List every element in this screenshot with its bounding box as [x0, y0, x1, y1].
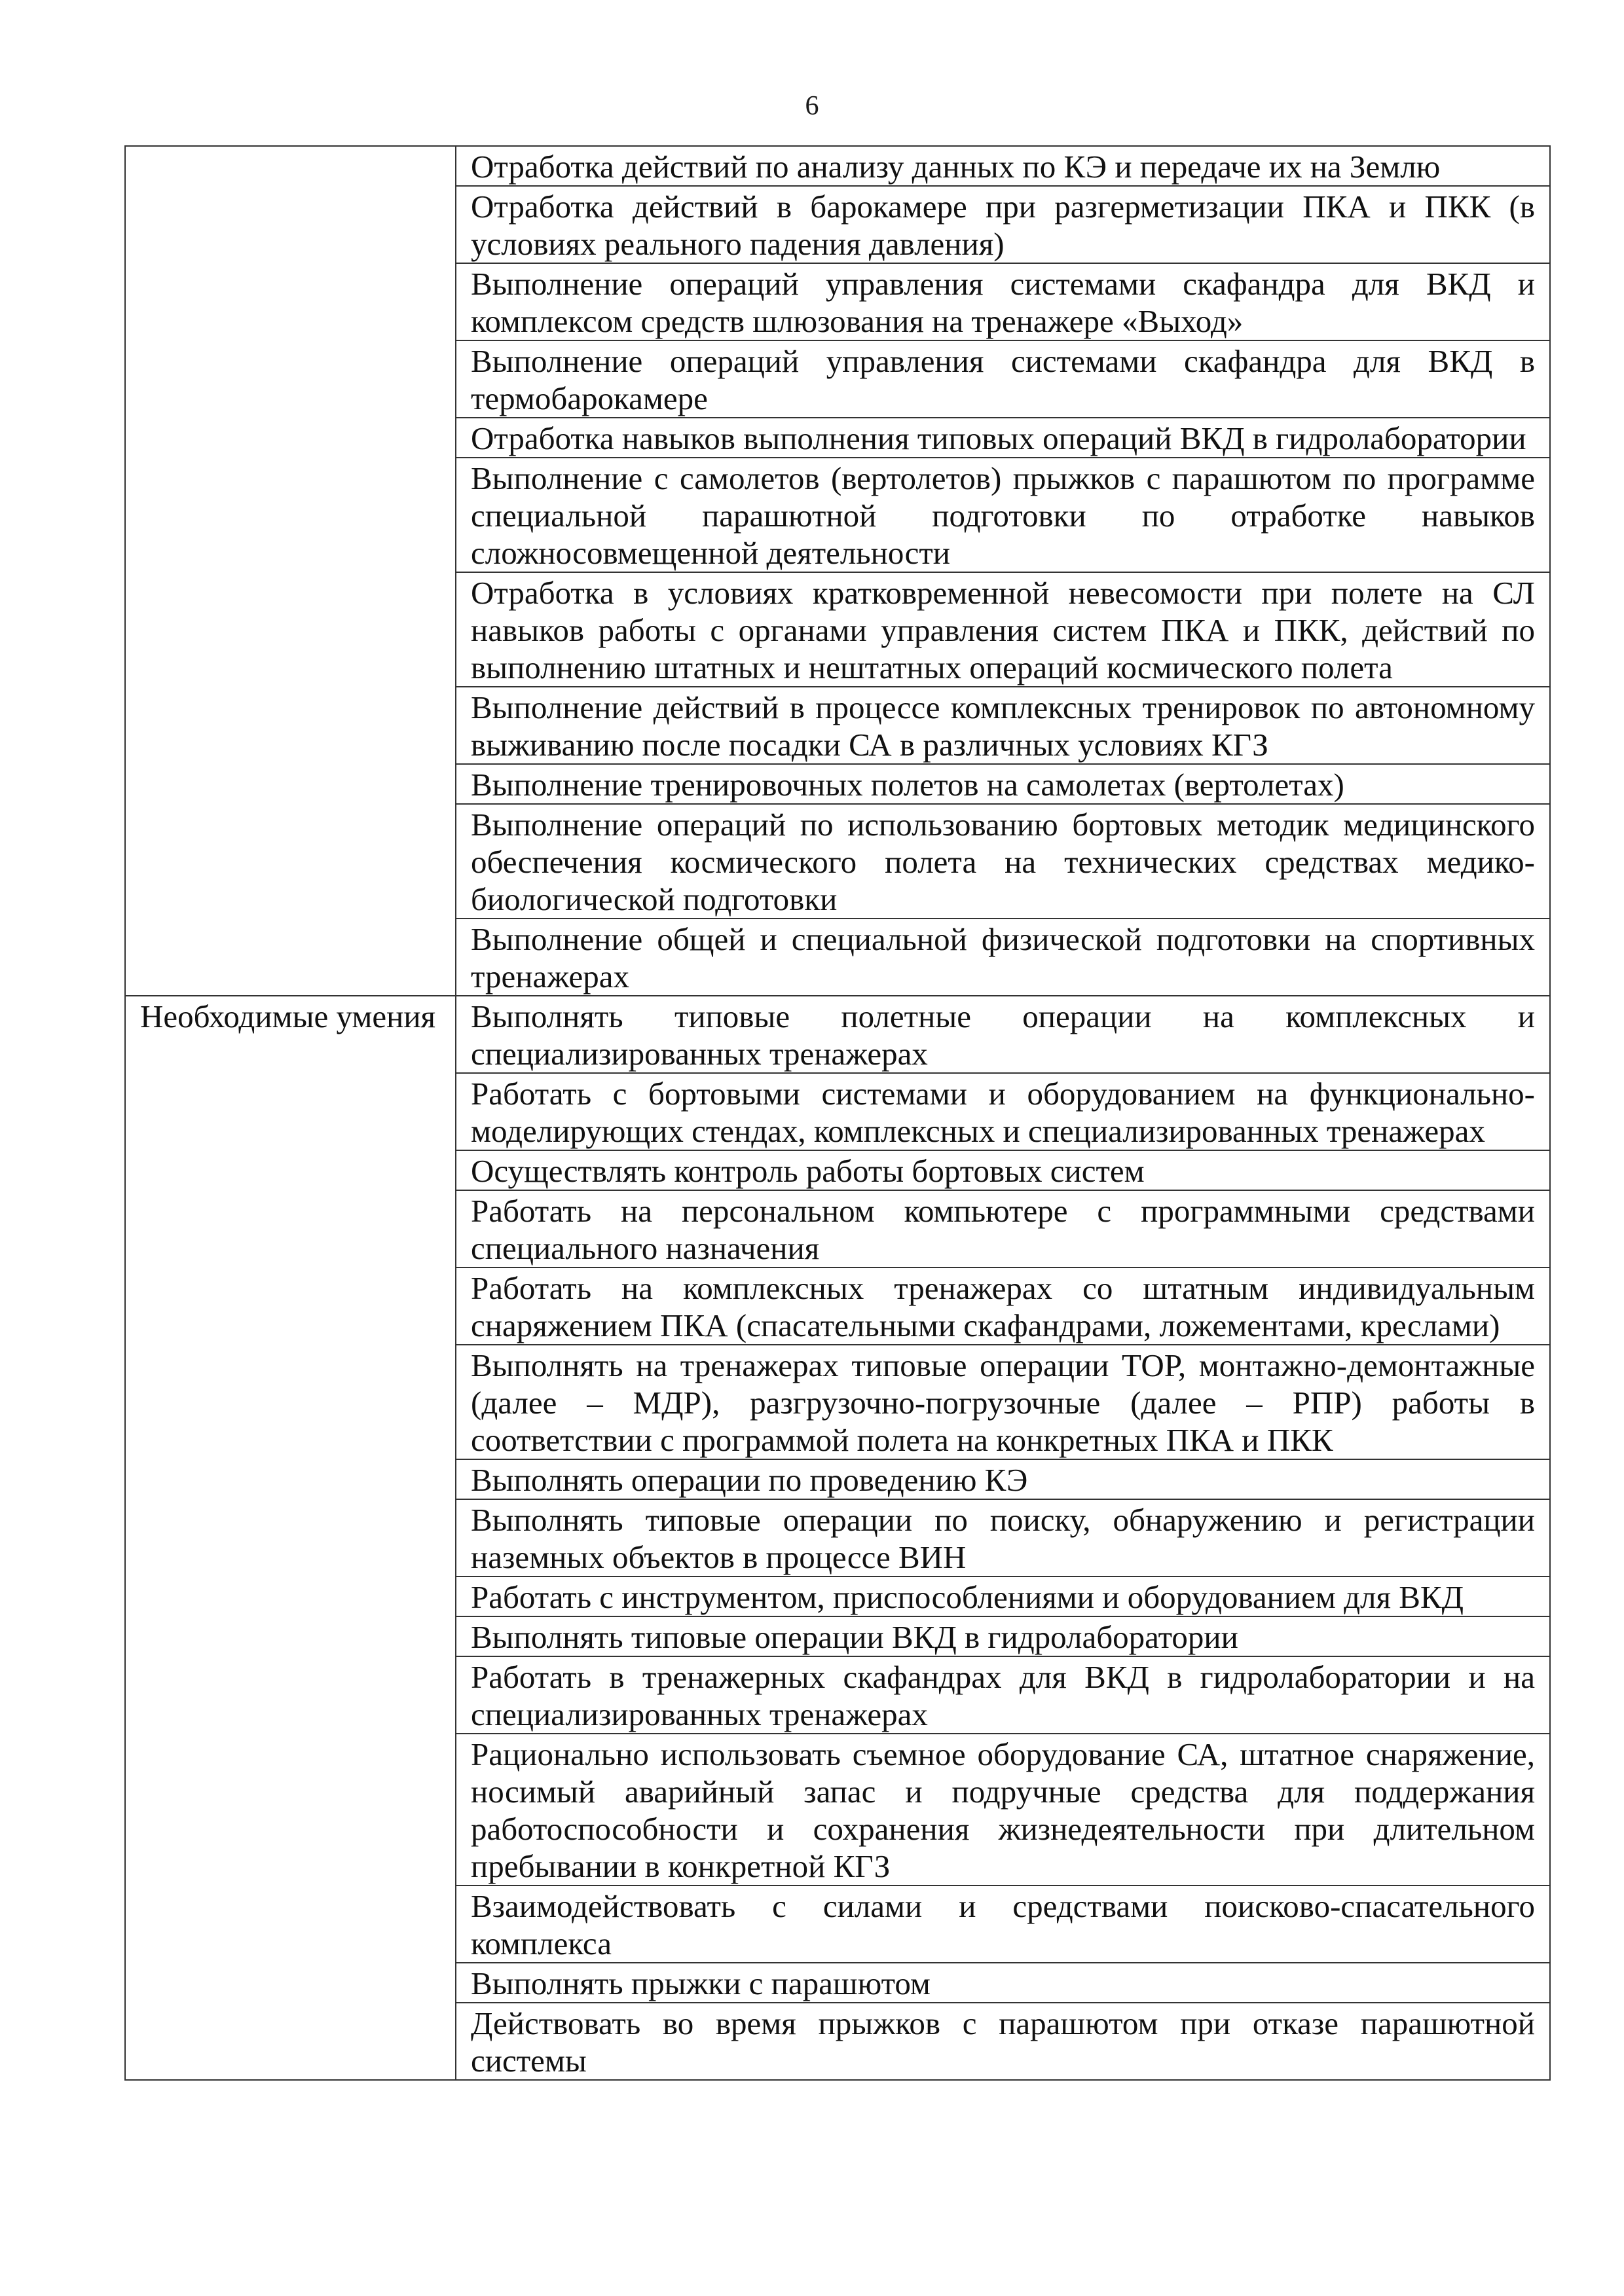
item-cell: Отработка действий по анализу данных по КЭ и передаче их на Землю — [456, 146, 1550, 186]
table-row — [125, 996, 1550, 1073]
item-cell: Выполнять типовые полетные операции на комплексных и специализированных тренажерах — [456, 996, 1550, 1073]
item-cell: Отработка действий в барокамере при разгерметизации ПКА и ПКК (в условиях реального падения давления) — [456, 186, 1550, 263]
item-cell: Выполнение операций управления системами скафандра для ВКД и комплексом средств шлюзования на тренажере «Выход» — [456, 263, 1550, 340]
item-cell: Выполнять на тренажерах типовые операции ТОР, монтажно-демонтажные (далее – МДР), разгрузочно-погрузочные (далее – РПР) работы в соответствии с программой полета на конкретных ПКА и ПКК — [456, 1345, 1550, 1459]
item-cell: Осуществлять контроль работы бортовых систем — [456, 1150, 1550, 1190]
section-label-cell — [125, 146, 456, 996]
section-label-cell: Необходимые умения — [125, 996, 456, 2080]
item-cell: Рационально использовать съемное оборудование СА, штатное снаряжение, носимый аварийный запас и подручные средства для поддержания работоспособности и сохранения жизнедеятельности при длительном пребывании в конкретной КГЗ — [456, 1734, 1550, 1886]
item-cell: Выполнять типовые операции по поиску, обнаружению и регистрации наземных объектов в процессе ВИН — [456, 1499, 1550, 1576]
item-cell: Работать на персональном компьютере с программными средствами специального назначения — [456, 1190, 1550, 1267]
item-cell: Выполнять типовые операции ВКД в гидролаборатории — [456, 1616, 1550, 1656]
table-body — [125, 146, 1550, 2080]
item-cell: Выполнять прыжки с парашютом — [456, 1963, 1550, 2003]
page-number: 6 — [805, 91, 819, 121]
item-cell: Взаимодействовать с силами и средствами поисково-спасательного комплекса — [456, 1886, 1550, 1963]
item-cell: Работать с инструментом, приспособлениями и оборудованием для ВКД — [456, 1576, 1550, 1616]
item-cell: Выполнение действий в процессе комплексных тренировок по автономному выживанию после посадки СА в различных условиях КГЗ — [456, 687, 1550, 764]
table-row — [125, 146, 1550, 186]
item-cell: Выполнение тренировочных полетов на самолетах (вертолетах) — [456, 764, 1550, 804]
item-cell: Выполнение операций по использованию бортовых методик медицинского обеспечения космического полета на технических средствах медико-биологической подготовки — [456, 804, 1550, 919]
item-cell: Выполнение общей и специальной физической подготовки на спортивных тренажерах — [456, 919, 1550, 996]
item-cell: Работать на комплексных тренажерах со штатным индивидуальным снаряжением ПКА (спасательными скафандрами, ложементами, креслами) — [456, 1267, 1550, 1345]
item-cell: Работать в тренажерных скафандрах для ВКД в гидролаборатории и на специализированных тренажерах — [456, 1656, 1550, 1734]
item-cell: Выполнение с самолетов (вертолетов) прыжков с парашютом по программе специальной парашютной подготовки по отработке навыков сложносовмещенной деятельности — [456, 458, 1550, 572]
item-cell: Выполнять операции по проведению КЭ — [456, 1459, 1550, 1499]
item-cell: Отработка в условиях кратковременной невесомости при полете на СЛ навыков работы с органами управления систем ПКА и ПКК, действий по выполнению штатных и нештатных операций космического полета — [456, 572, 1550, 687]
competency-table — [124, 145, 1551, 2081]
item-cell: Отработка навыков выполнения типовых операций ВКД в гидролаборатории — [456, 418, 1550, 458]
item-cell: Выполнение операций управления системами скафандра для ВКД в термобарокамере — [456, 340, 1550, 418]
item-cell: Действовать во время прыжков с парашютом при отказе парашютной системы — [456, 2003, 1550, 2080]
item-cell: Работать с бортовыми системами и оборудованием на функционально-моделирующих стендах, комплексных и специализированных тренажерах — [456, 1073, 1550, 1150]
